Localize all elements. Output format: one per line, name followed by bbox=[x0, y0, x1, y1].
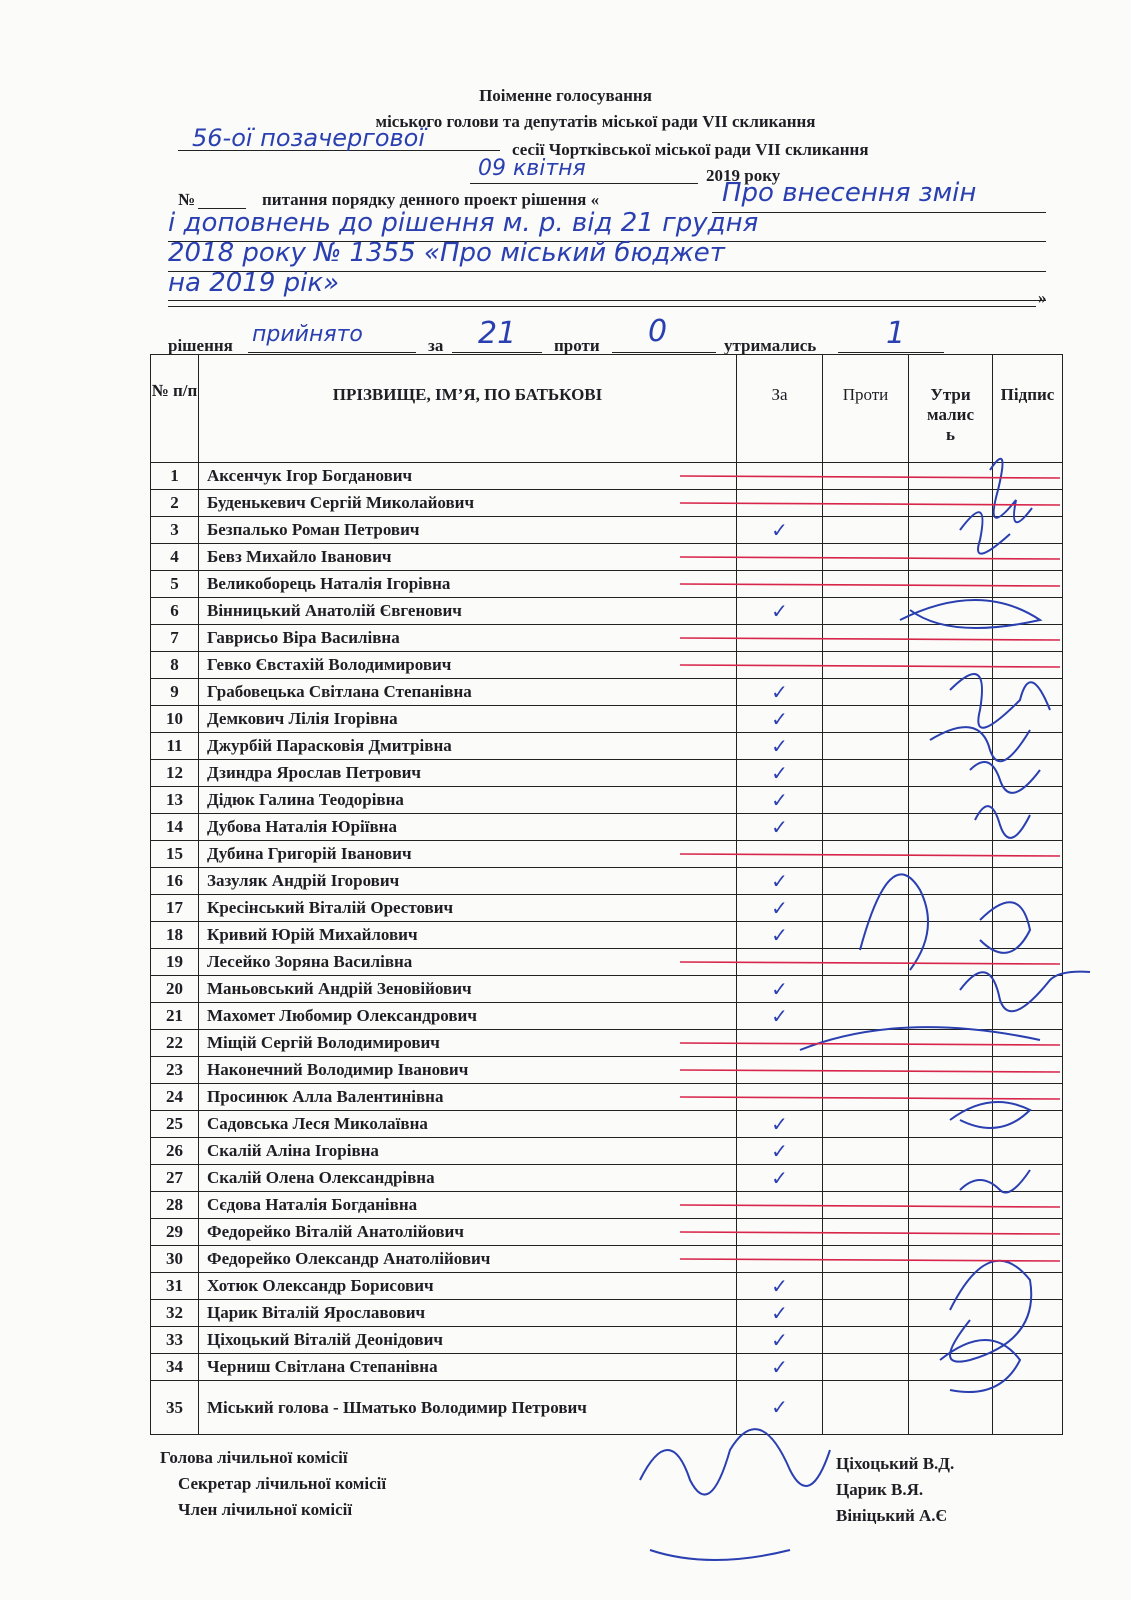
signature-cell bbox=[993, 517, 1063, 544]
vote-for-cell: ✓ bbox=[737, 733, 823, 760]
row-number: 35 bbox=[151, 1381, 199, 1435]
vote-against-cell bbox=[823, 1273, 909, 1300]
signature-cell bbox=[993, 1246, 1063, 1273]
vote-for-cell bbox=[737, 463, 823, 490]
deputy-name: Безпалько Роман Петрович bbox=[199, 517, 737, 544]
table-row bbox=[151, 868, 1063, 895]
signature-cell bbox=[993, 733, 1063, 760]
vote-for-cell bbox=[737, 490, 823, 517]
signature-cell bbox=[993, 544, 1063, 571]
table-row bbox=[151, 787, 1063, 814]
signature-cell bbox=[993, 1084, 1063, 1111]
vote-abstain-cell bbox=[909, 463, 993, 490]
signature-cell bbox=[993, 1192, 1063, 1219]
row-number: 3 bbox=[151, 517, 199, 544]
deputy-name: Скалій Олена Олександрівна bbox=[199, 1165, 737, 1192]
vote-against-cell bbox=[823, 490, 909, 517]
vote-against-cell bbox=[823, 1138, 909, 1165]
table-row bbox=[151, 1300, 1063, 1327]
vote-abstain-cell bbox=[909, 1381, 993, 1435]
signature-cell bbox=[993, 490, 1063, 517]
vote-against-cell bbox=[823, 544, 909, 571]
commission-member-label: Член лічильної комісії bbox=[178, 1500, 353, 1519]
table-row bbox=[151, 1057, 1063, 1084]
deputy-name: Садовська Леся Миколаївна bbox=[199, 1111, 737, 1138]
deputy-name: Міський голова - Шматько Володимир Петрович bbox=[199, 1381, 737, 1435]
vote-against-cell bbox=[823, 652, 909, 679]
draft-line-1: Про внесення змін bbox=[722, 178, 977, 208]
deputy-name: Просинюк Алла Валентинівна bbox=[199, 1084, 737, 1111]
vote-abstain-cell bbox=[909, 1165, 993, 1192]
row-number: 31 bbox=[151, 1273, 199, 1300]
vote-against-cell bbox=[823, 625, 909, 652]
deputy-name: Бевз Михайло Іванович bbox=[199, 544, 737, 571]
row-number: 30 bbox=[151, 1246, 199, 1273]
row-number: 17 bbox=[151, 895, 199, 922]
table-row bbox=[151, 733, 1063, 760]
table-row bbox=[151, 1138, 1063, 1165]
row-number: 16 bbox=[151, 868, 199, 895]
vote-abstain-cell bbox=[909, 1030, 993, 1057]
row-number: 25 bbox=[151, 1111, 199, 1138]
draft-line-2: і доповнень до рішення м. р. від 21 грудня bbox=[168, 208, 759, 238]
council-line: міського голови та депутатів міської ради VII скликання bbox=[375, 112, 816, 131]
table-row bbox=[151, 706, 1063, 733]
item-text: питання порядку денного проект рішення « bbox=[262, 190, 600, 209]
vote-abstain-cell bbox=[909, 490, 993, 517]
deputy-name: Міщій Сергій Володимирович bbox=[199, 1030, 737, 1057]
signature-cell bbox=[993, 787, 1063, 814]
vote-for-cell bbox=[737, 1030, 823, 1057]
table-row bbox=[151, 1246, 1063, 1273]
signature-cell bbox=[993, 1219, 1063, 1246]
vote-abstain-cell bbox=[909, 841, 993, 868]
row-number: 18 bbox=[151, 922, 199, 949]
deputy-name: Хотюк Олександр Борисович bbox=[199, 1273, 737, 1300]
vote-for-cell: ✓ bbox=[737, 1111, 823, 1138]
row-number: 32 bbox=[151, 1300, 199, 1327]
member-name: Вініцький А.Є bbox=[836, 1506, 948, 1525]
table-row bbox=[151, 949, 1063, 976]
table-row bbox=[151, 1084, 1063, 1111]
vote-abstain-cell bbox=[909, 922, 993, 949]
row-number: 34 bbox=[151, 1354, 199, 1381]
deputy-name: Федорейко Віталій Анатолійович bbox=[199, 1219, 737, 1246]
vote-for-cell: ✓ bbox=[737, 1273, 823, 1300]
for-value: 21 bbox=[478, 316, 517, 351]
signature-cell bbox=[993, 1138, 1063, 1165]
signature-cell bbox=[993, 1327, 1063, 1354]
table-row bbox=[151, 544, 1063, 571]
vote-for-cell: ✓ bbox=[737, 1003, 823, 1030]
vote-abstain-cell bbox=[909, 1111, 993, 1138]
deputy-name: Федорейко Олександр Анатолійович bbox=[199, 1246, 737, 1273]
vote-for-cell bbox=[737, 1057, 823, 1084]
commission-signature-scribble bbox=[640, 1429, 830, 1494]
table-row bbox=[151, 1030, 1063, 1057]
header-for: За bbox=[737, 355, 823, 463]
draft-underline-1 bbox=[712, 212, 1046, 213]
table-body bbox=[151, 463, 1063, 1435]
vote-for-cell: ✓ bbox=[737, 1381, 823, 1435]
deputy-name: Джурбій Парасковія Дмитрівна bbox=[199, 733, 737, 760]
vote-against-cell bbox=[823, 1057, 909, 1084]
vote-for-cell bbox=[737, 544, 823, 571]
signature-cell bbox=[993, 1354, 1063, 1381]
row-number: 14 bbox=[151, 814, 199, 841]
table-row bbox=[151, 760, 1063, 787]
vote-against-cell bbox=[823, 760, 909, 787]
table-row bbox=[151, 598, 1063, 625]
header-signature: Підпис bbox=[993, 355, 1063, 463]
draft-line-4: на 2019 рік» bbox=[168, 268, 340, 298]
deputy-name: Наконечний Володимир Іванович bbox=[199, 1057, 737, 1084]
row-number: 21 bbox=[151, 1003, 199, 1030]
row-number: 22 bbox=[151, 1030, 199, 1057]
vote-against-cell bbox=[823, 814, 909, 841]
vote-abstain-cell bbox=[909, 787, 993, 814]
table-row bbox=[151, 814, 1063, 841]
vote-for-cell bbox=[737, 1219, 823, 1246]
row-number: 9 bbox=[151, 679, 199, 706]
vote-against-cell bbox=[823, 1300, 909, 1327]
vote-abstain-cell bbox=[909, 1138, 993, 1165]
signature-cell bbox=[993, 706, 1063, 733]
row-number: 13 bbox=[151, 787, 199, 814]
table-row bbox=[151, 571, 1063, 598]
table-row bbox=[151, 922, 1063, 949]
vote-for-cell bbox=[737, 625, 823, 652]
signature-cell bbox=[993, 1111, 1063, 1138]
table-row bbox=[151, 463, 1063, 490]
deputy-name: Дубова Наталія Юріївна bbox=[199, 814, 737, 841]
commission-head-label: Голова лічильної комісії bbox=[160, 1448, 348, 1467]
vote-for-cell bbox=[737, 571, 823, 598]
vote-abstain-cell bbox=[909, 1084, 993, 1111]
vote-abstain-cell bbox=[909, 1192, 993, 1219]
row-number: 12 bbox=[151, 760, 199, 787]
vote-against-cell bbox=[823, 1246, 909, 1273]
deputy-name: Гаврисьо Віра Василівна bbox=[199, 625, 737, 652]
vote-abstain-cell bbox=[909, 1219, 993, 1246]
draft-underline-4 bbox=[168, 300, 1046, 301]
table-row bbox=[151, 1327, 1063, 1354]
row-number: 6 bbox=[151, 598, 199, 625]
document-title: Поіменне голосування bbox=[479, 86, 652, 105]
vote-against-cell bbox=[823, 976, 909, 1003]
vote-abstain-cell bbox=[909, 1300, 993, 1327]
deputy-name: Вінницький Анатолій Євгенович bbox=[199, 598, 737, 625]
vote-for-cell: ✓ bbox=[737, 760, 823, 787]
signature-cell bbox=[993, 571, 1063, 598]
deputy-name: Махомет Любомир Олександрович bbox=[199, 1003, 737, 1030]
vote-against-cell bbox=[823, 733, 909, 760]
deputy-name: Маньовський Андрій Зеновійович bbox=[199, 976, 737, 1003]
signature-cell bbox=[993, 625, 1063, 652]
vote-for-cell: ✓ bbox=[737, 1354, 823, 1381]
row-number: 8 bbox=[151, 652, 199, 679]
vote-abstain-cell bbox=[909, 598, 993, 625]
vote-for-cell: ✓ bbox=[737, 1327, 823, 1354]
vote-abstain-cell bbox=[909, 652, 993, 679]
vote-for-cell bbox=[737, 841, 823, 868]
deputy-name: Грабовецька Світлана Степанівна bbox=[199, 679, 737, 706]
vote-abstain-cell bbox=[909, 625, 993, 652]
vote-abstain-cell bbox=[909, 1246, 993, 1273]
vote-against-cell bbox=[823, 1219, 909, 1246]
signature-cell bbox=[993, 1003, 1063, 1030]
row-number: 5 bbox=[151, 571, 199, 598]
vote-for-cell: ✓ bbox=[737, 868, 823, 895]
vote-for-cell: ✓ bbox=[737, 814, 823, 841]
draft-underline-5 bbox=[168, 306, 1036, 307]
vote-against-cell bbox=[823, 895, 909, 922]
session-text: сесії Чортківської міської ради VII скликання bbox=[512, 140, 869, 159]
vote-against-cell bbox=[823, 1084, 909, 1111]
signature-cell bbox=[993, 679, 1063, 706]
deputy-name: Дідюк Галина Теодорівна bbox=[199, 787, 737, 814]
against-label: проти bbox=[554, 336, 600, 355]
signature-cell bbox=[993, 1273, 1063, 1300]
vote-against-cell bbox=[823, 463, 909, 490]
table-row bbox=[151, 517, 1063, 544]
signature-cell bbox=[993, 814, 1063, 841]
vote-against-cell bbox=[823, 787, 909, 814]
signature-cell bbox=[993, 1057, 1063, 1084]
table-row bbox=[151, 895, 1063, 922]
vote-table bbox=[150, 354, 1063, 1435]
vote-against-cell bbox=[823, 1327, 909, 1354]
vote-against-cell bbox=[823, 1111, 909, 1138]
deputy-name: Зазуляк Андрій Ігорович bbox=[199, 868, 737, 895]
session-handwritten: 56-ої позачергової bbox=[192, 124, 425, 152]
deputy-name: Гевко Євстахій Володимирович bbox=[199, 652, 737, 679]
vote-for-cell bbox=[737, 1192, 823, 1219]
against-value: 0 bbox=[648, 314, 668, 349]
signature-cell bbox=[993, 463, 1063, 490]
table-row bbox=[151, 1381, 1063, 1435]
vote-against-cell bbox=[823, 868, 909, 895]
vote-against-cell bbox=[823, 1030, 909, 1057]
date-handwritten: 09 квітня bbox=[478, 156, 586, 181]
decision-handwritten: прийнято bbox=[252, 322, 363, 347]
vote-for-cell: ✓ bbox=[737, 787, 823, 814]
table-row bbox=[151, 1111, 1063, 1138]
signature-cell bbox=[993, 598, 1063, 625]
signature-cell bbox=[993, 652, 1063, 679]
row-number: 28 bbox=[151, 1192, 199, 1219]
table-row bbox=[151, 1354, 1063, 1381]
table-row bbox=[151, 841, 1063, 868]
row-number: 11 bbox=[151, 733, 199, 760]
table-row bbox=[151, 490, 1063, 517]
header-name: ПРІЗВИЩЕ, ІМ’Я, ПО БАТЬКОВІ bbox=[199, 355, 737, 463]
deputy-name: Лесейко Зоряна Василівна bbox=[199, 949, 737, 976]
closing-quote: » bbox=[1038, 288, 1047, 307]
header-against: Проти bbox=[823, 355, 909, 463]
signature-cell bbox=[993, 760, 1063, 787]
row-number: 15 bbox=[151, 841, 199, 868]
row-number: 7 bbox=[151, 625, 199, 652]
row-number: 4 bbox=[151, 544, 199, 571]
item-number-label: № bbox=[178, 190, 196, 209]
vote-for-cell: ✓ bbox=[737, 517, 823, 544]
vote-abstain-cell bbox=[909, 679, 993, 706]
header-num: № п/п bbox=[151, 355, 199, 463]
deputy-name: Ціхоцький Віталій Деонідович bbox=[199, 1327, 737, 1354]
vote-for-cell bbox=[737, 1084, 823, 1111]
row-number: 27 bbox=[151, 1165, 199, 1192]
signature-cell bbox=[993, 1030, 1063, 1057]
vote-for-cell bbox=[737, 652, 823, 679]
deputy-name: Черниш Світлана Степанівна bbox=[199, 1354, 737, 1381]
deputy-name: Дзиндра Ярослав Петрович bbox=[199, 760, 737, 787]
table-row bbox=[151, 679, 1063, 706]
vote-abstain-cell bbox=[909, 1327, 993, 1354]
vote-abstain-cell bbox=[909, 1003, 993, 1030]
for-label: за bbox=[428, 336, 444, 355]
vote-against-cell bbox=[823, 1354, 909, 1381]
date-underline bbox=[470, 183, 698, 184]
row-number: 1 bbox=[151, 463, 199, 490]
vote-against-cell bbox=[823, 571, 909, 598]
vote-for-cell bbox=[737, 1246, 823, 1273]
vote-abstain-cell bbox=[909, 517, 993, 544]
table-row bbox=[151, 1165, 1063, 1192]
abstain-label: утримались bbox=[724, 336, 817, 355]
vote-for-cell: ✓ bbox=[737, 598, 823, 625]
vote-against-cell bbox=[823, 517, 909, 544]
decision-underline bbox=[248, 352, 416, 353]
row-number: 26 bbox=[151, 1138, 199, 1165]
vote-abstain-cell bbox=[909, 571, 993, 598]
row-number: 24 bbox=[151, 1084, 199, 1111]
vote-abstain-cell bbox=[909, 949, 993, 976]
vote-abstain-cell bbox=[909, 895, 993, 922]
deputy-name: Великоборець Наталія Ігорівна bbox=[199, 571, 737, 598]
row-number: 20 bbox=[151, 976, 199, 1003]
table-row bbox=[151, 1003, 1063, 1030]
row-number: 10 bbox=[151, 706, 199, 733]
vote-for-cell: ✓ bbox=[737, 895, 823, 922]
deputy-name: Демкович Лілія Ігорівна bbox=[199, 706, 737, 733]
table-row bbox=[151, 1273, 1063, 1300]
table-row bbox=[151, 625, 1063, 652]
vote-abstain-cell bbox=[909, 1057, 993, 1084]
vote-against-cell bbox=[823, 1003, 909, 1030]
vote-abstain-cell bbox=[909, 544, 993, 571]
signature-cell bbox=[993, 895, 1063, 922]
vote-against-cell bbox=[823, 841, 909, 868]
row-number: 29 bbox=[151, 1219, 199, 1246]
vote-abstain-cell bbox=[909, 1354, 993, 1381]
deputy-name: Аксенчук Ігор Богданович bbox=[199, 463, 737, 490]
commission-signature-tail bbox=[650, 1550, 790, 1560]
signature-cell bbox=[993, 868, 1063, 895]
decision-label: рішення bbox=[168, 336, 233, 355]
vote-for-cell: ✓ bbox=[737, 1165, 823, 1192]
vote-abstain-cell bbox=[909, 706, 993, 733]
row-number: 33 bbox=[151, 1327, 199, 1354]
vote-abstain-cell bbox=[909, 760, 993, 787]
vote-against-cell bbox=[823, 1165, 909, 1192]
signature-cell bbox=[993, 949, 1063, 976]
secretary-name: Царик В.Я. bbox=[836, 1480, 924, 1499]
draft-line-3: 2018 року № 1355 «Про міський бюджет bbox=[168, 238, 725, 268]
vote-for-cell: ✓ bbox=[737, 922, 823, 949]
table-row bbox=[151, 652, 1063, 679]
signature-cell bbox=[993, 1165, 1063, 1192]
deputy-name: Дубина Григорій Іванович bbox=[199, 841, 737, 868]
signature-cell bbox=[993, 922, 1063, 949]
vote-abstain-cell bbox=[909, 814, 993, 841]
deputy-name: Кресінський Віталій Орестович bbox=[199, 895, 737, 922]
vote-for-cell: ✓ bbox=[737, 1300, 823, 1327]
row-number: 2 bbox=[151, 490, 199, 517]
commission-secretary-label: Секретар лічильної комісії bbox=[178, 1474, 387, 1493]
vote-against-cell bbox=[823, 598, 909, 625]
vote-abstain-cell bbox=[909, 976, 993, 1003]
vote-against-cell bbox=[823, 679, 909, 706]
deputy-name: Царик Віталій Ярославович bbox=[199, 1300, 737, 1327]
vote-for-cell: ✓ bbox=[737, 1138, 823, 1165]
vote-against-cell bbox=[823, 922, 909, 949]
vote-against-cell bbox=[823, 1192, 909, 1219]
deputy-name: Кривий Юрій Михайлович bbox=[199, 922, 737, 949]
vote-for-cell: ✓ bbox=[737, 706, 823, 733]
abstain-underline bbox=[838, 352, 944, 353]
deputy-name: Скалій Аліна Ігорівна bbox=[199, 1138, 737, 1165]
vote-abstain-cell bbox=[909, 868, 993, 895]
signature-cell bbox=[993, 976, 1063, 1003]
header-abstain: Утримались bbox=[909, 355, 993, 463]
abstain-value: 1 bbox=[886, 316, 906, 351]
signature-cell bbox=[993, 841, 1063, 868]
year-text: 2019 року bbox=[706, 166, 781, 185]
signature-cell bbox=[993, 1381, 1063, 1435]
deputy-name: Сєдова Наталія Богданівна bbox=[199, 1192, 737, 1219]
vote-for-cell: ✓ bbox=[737, 679, 823, 706]
table-row bbox=[151, 1192, 1063, 1219]
table-row bbox=[151, 976, 1063, 1003]
row-number: 23 bbox=[151, 1057, 199, 1084]
vote-against-cell bbox=[823, 1381, 909, 1435]
vote-for-cell bbox=[737, 949, 823, 976]
vote-abstain-cell bbox=[909, 1273, 993, 1300]
signature-cell bbox=[993, 1300, 1063, 1327]
row-number: 19 bbox=[151, 949, 199, 976]
table-row bbox=[151, 1219, 1063, 1246]
vote-for-cell: ✓ bbox=[737, 976, 823, 1003]
vote-against-cell bbox=[823, 949, 909, 976]
for-underline bbox=[452, 352, 542, 353]
deputy-name: Буденькевич Сергій Миколайович bbox=[199, 490, 737, 517]
vote-abstain-cell bbox=[909, 733, 993, 760]
head-name: Ціхоцький В.Д. bbox=[836, 1454, 955, 1473]
vote-against-cell bbox=[823, 706, 909, 733]
table-header-row bbox=[151, 355, 1063, 463]
against-underline bbox=[612, 352, 716, 353]
